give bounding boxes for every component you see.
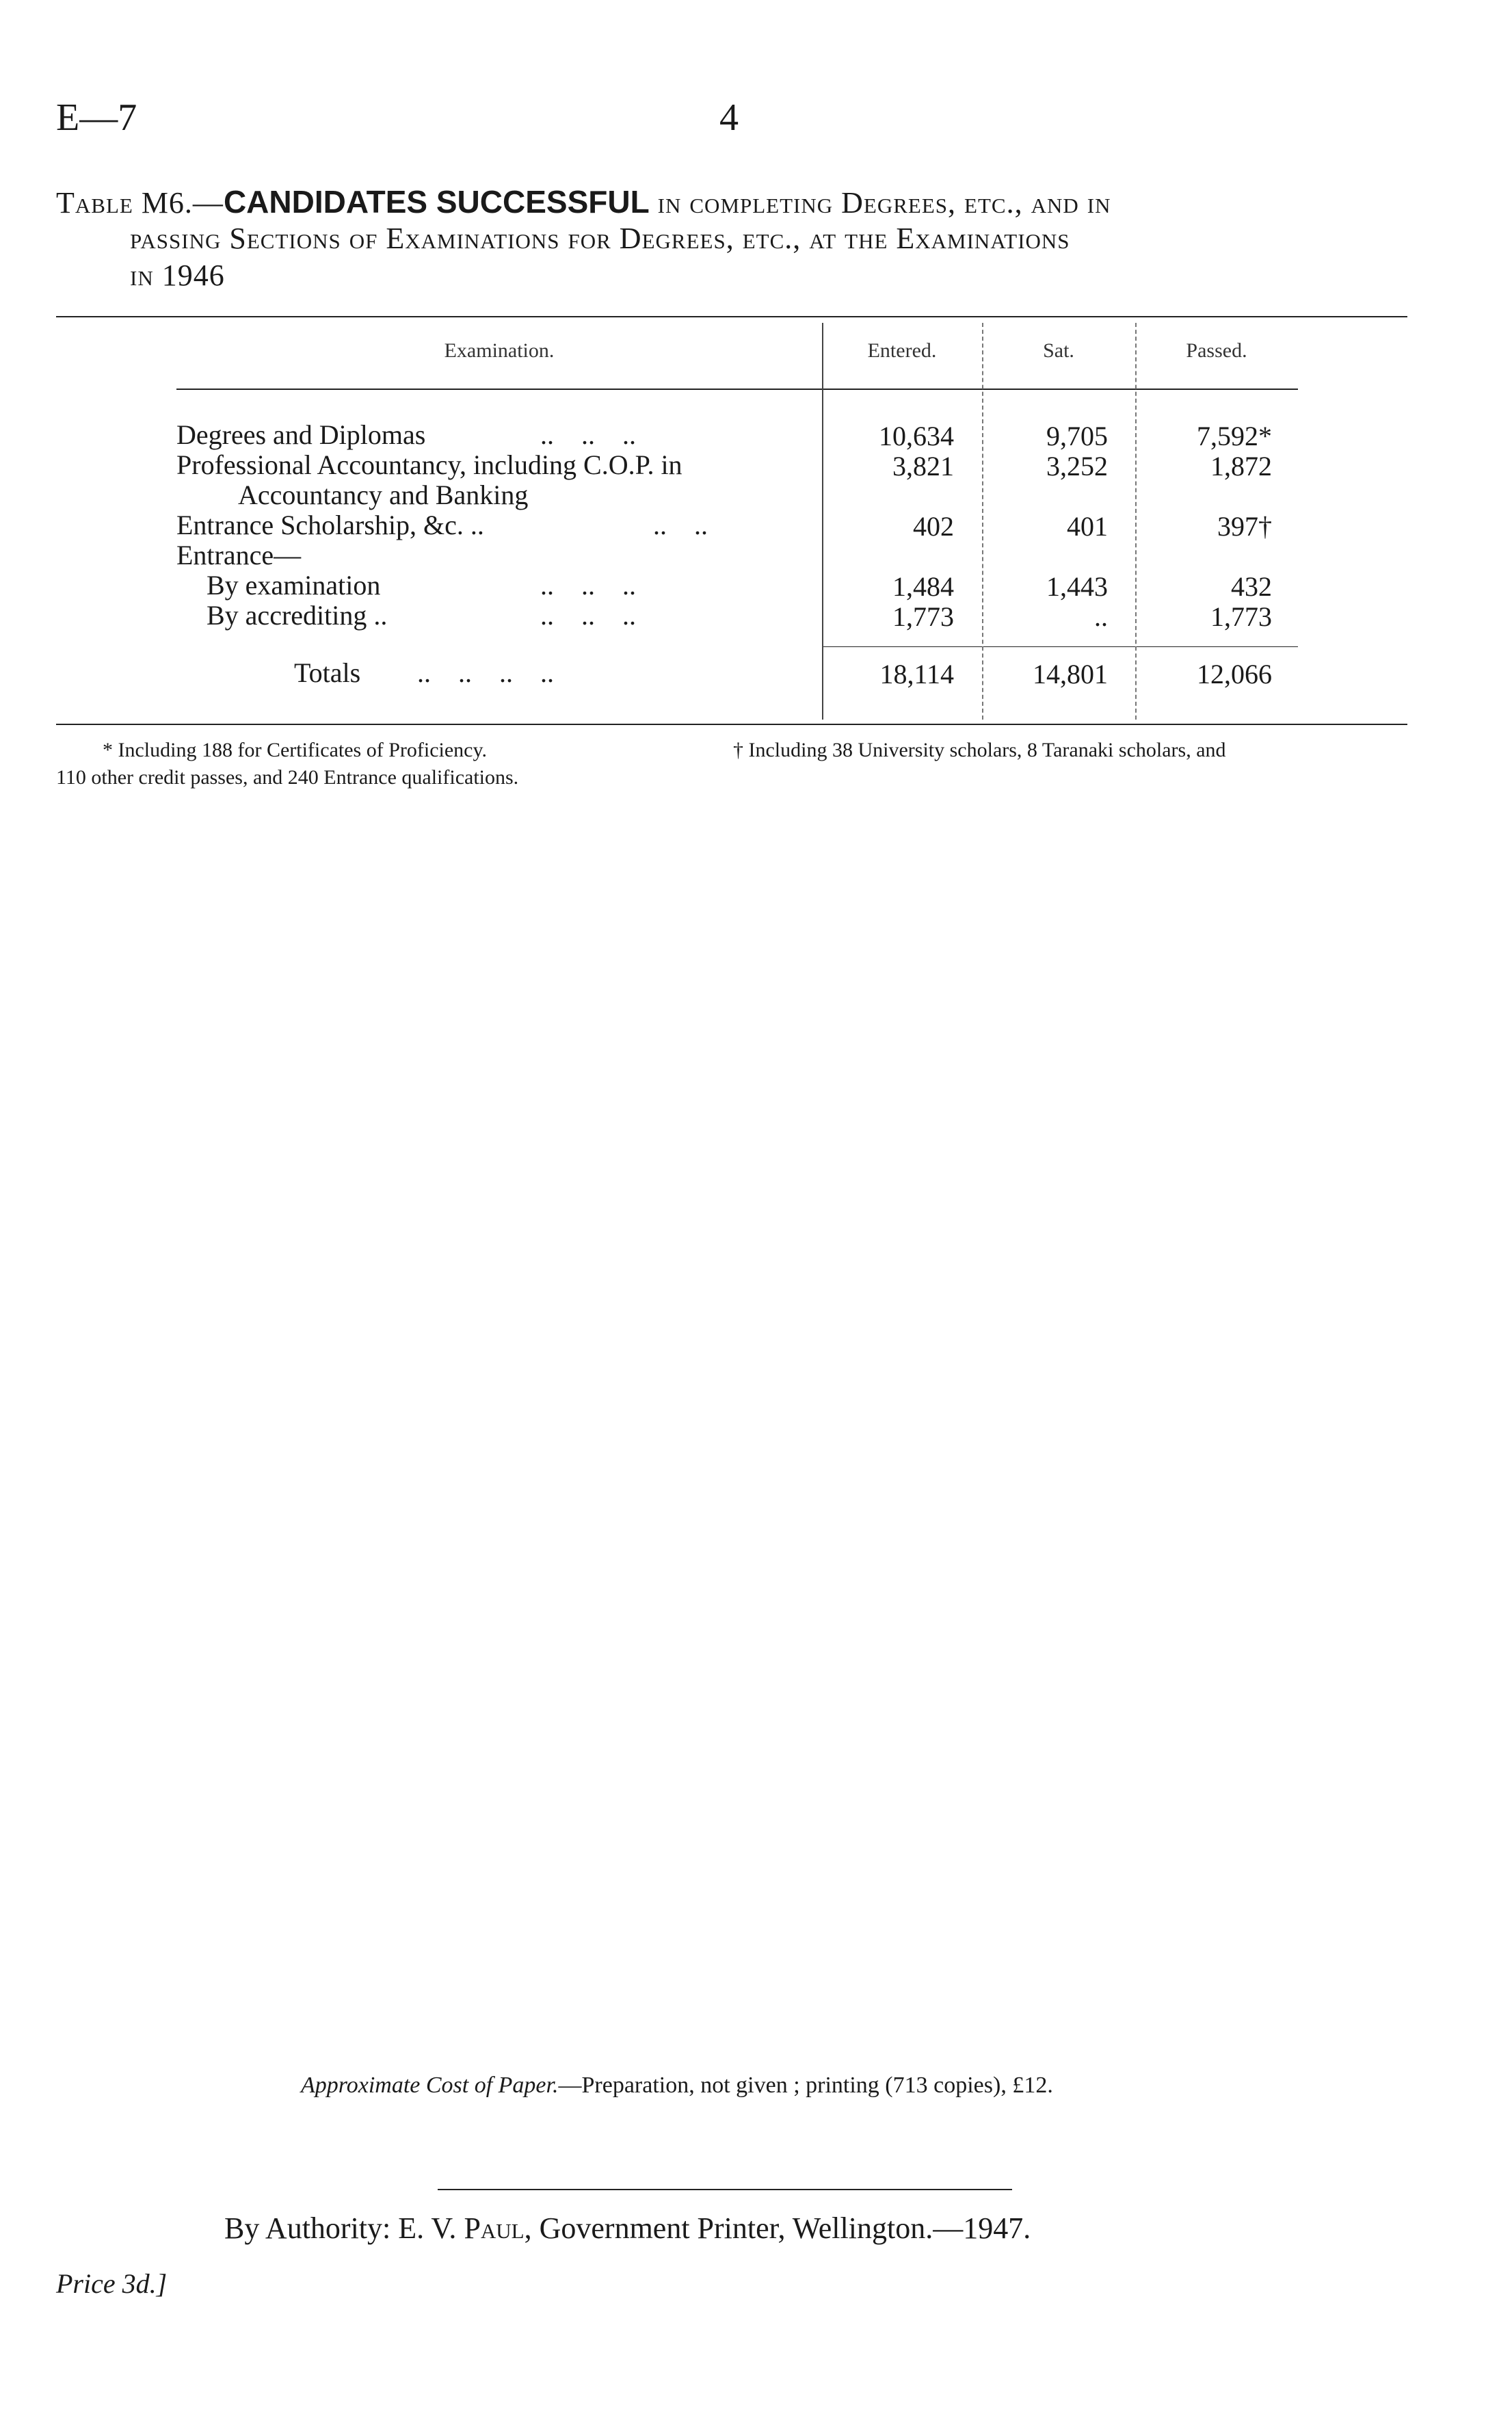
- column-header-sat: Sat.: [1043, 339, 1074, 362]
- row-label-totals: Totals: [294, 657, 361, 688]
- authority-suffix: , Government Printer, Wellington.—1947.: [524, 2211, 1031, 2245]
- column-header-passed: Passed.: [1186, 339, 1247, 362]
- cell-sat-totals: 14,801: [1033, 659, 1108, 689]
- table-top-rule: [56, 316, 1407, 317]
- row-dots-by-examination: .. .. ..: [540, 570, 636, 601]
- table-title-bold: CANDIDATES SUCCESSFUL: [223, 184, 650, 220]
- cell-entered-scholarship: 402: [913, 511, 954, 542]
- cell-sat-scholarship: 401: [1067, 511, 1108, 542]
- table-header-rule: [176, 389, 1298, 390]
- printer-name: Paul: [464, 2211, 525, 2245]
- cost-of-paper-note: [301, 2073, 1053, 2099]
- table-title-line-2: passing Sections of Examinations for Degrees, etc., at the Examinations: [130, 222, 1070, 255]
- cell-entered-totals: 18,114: [879, 659, 954, 689]
- authority-rule: [438, 2189, 1012, 2190]
- column-separator-2: [982, 323, 983, 720]
- row-dots-by-accrediting: .. .. ..: [540, 600, 636, 631]
- table-bottom-rule: [56, 724, 1407, 725]
- table-prefix: Table M6.—: [56, 186, 224, 220]
- cell-sat-degrees: 9,705: [1046, 421, 1108, 451]
- footnote-dagger: † Including 38 University scholars, 8 Taranaki scholars, and: [733, 739, 1226, 761]
- page-number: 4: [719, 96, 739, 139]
- row-dots-entrance-scholarship: .. ..: [653, 510, 708, 540]
- cell-entered-degrees: 10,634: [879, 421, 954, 451]
- row-label-entrance-scholarship: Entrance Scholarship, &c. ..: [176, 510, 484, 540]
- table-title-line-3: in 1946: [130, 259, 225, 292]
- cell-passed-totals: 12,066: [1197, 659, 1272, 689]
- printer-authority-line: [224, 2211, 1031, 2246]
- cell-sat-by-examination: 1,443: [1046, 571, 1108, 602]
- cost-note-label: Approximate Cost of Paper.: [301, 2073, 559, 2098]
- cell-passed-by-examination: 432: [1231, 571, 1272, 602]
- cell-entered-by-accrediting: 1,773: [892, 601, 954, 632]
- column-separator-1: [822, 323, 823, 720]
- row-label-degrees: Degrees and Diplomas: [176, 419, 426, 450]
- cell-passed-degrees: 7,592*: [1197, 421, 1272, 451]
- document-code: E—7: [56, 96, 137, 139]
- column-header-entered: Entered.: [867, 339, 937, 362]
- table-title-line-1: [56, 183, 1410, 222]
- table-totals-rule: [822, 646, 1298, 647]
- cell-sat-professional: 3,252: [1046, 451, 1108, 482]
- row-dots-totals: .. .. .. ..: [417, 657, 554, 688]
- price-note: Price 3d.]: [56, 2268, 168, 2299]
- row-label-entrance: Entrance—: [176, 540, 302, 570]
- cell-passed-professional: 1,872: [1210, 451, 1272, 482]
- footnote-asterisk: * Including 188 for Certificates of Proficiency.: [103, 739, 488, 761]
- footnote-dagger-cont: 110 other credit passes, and 240 Entrance qualifications.: [56, 766, 519, 789]
- row-label-professional-accountancy-cont: Accountancy and Banking: [238, 479, 529, 510]
- row-label-by-accrediting: By accrediting ..: [207, 600, 388, 631]
- cell-sat-by-accrediting: ..: [1094, 601, 1108, 632]
- cost-note-text: —Preparation, not given ; printing (713 copies), £12.: [558, 2073, 1053, 2098]
- cell-passed-by-accrediting: 1,773: [1210, 601, 1272, 632]
- row-label-by-examination: By examination: [207, 570, 381, 601]
- row-dots-degrees: .. .. ..: [540, 419, 636, 450]
- column-separator-3: [1135, 323, 1137, 720]
- cell-entered-by-examination: 1,484: [892, 571, 954, 602]
- row-label-professional-accountancy: Professional Accountancy, including C.O.P. in: [176, 449, 682, 480]
- column-header-examination: Examination.: [444, 339, 555, 362]
- cell-entered-professional: 3,821: [892, 451, 954, 482]
- authority-prefix: By Authority: E. V.: [224, 2211, 464, 2245]
- table-title-rest: in completing Degrees, etc., and in: [649, 186, 1111, 220]
- cell-passed-scholarship: 397†: [1217, 511, 1272, 542]
